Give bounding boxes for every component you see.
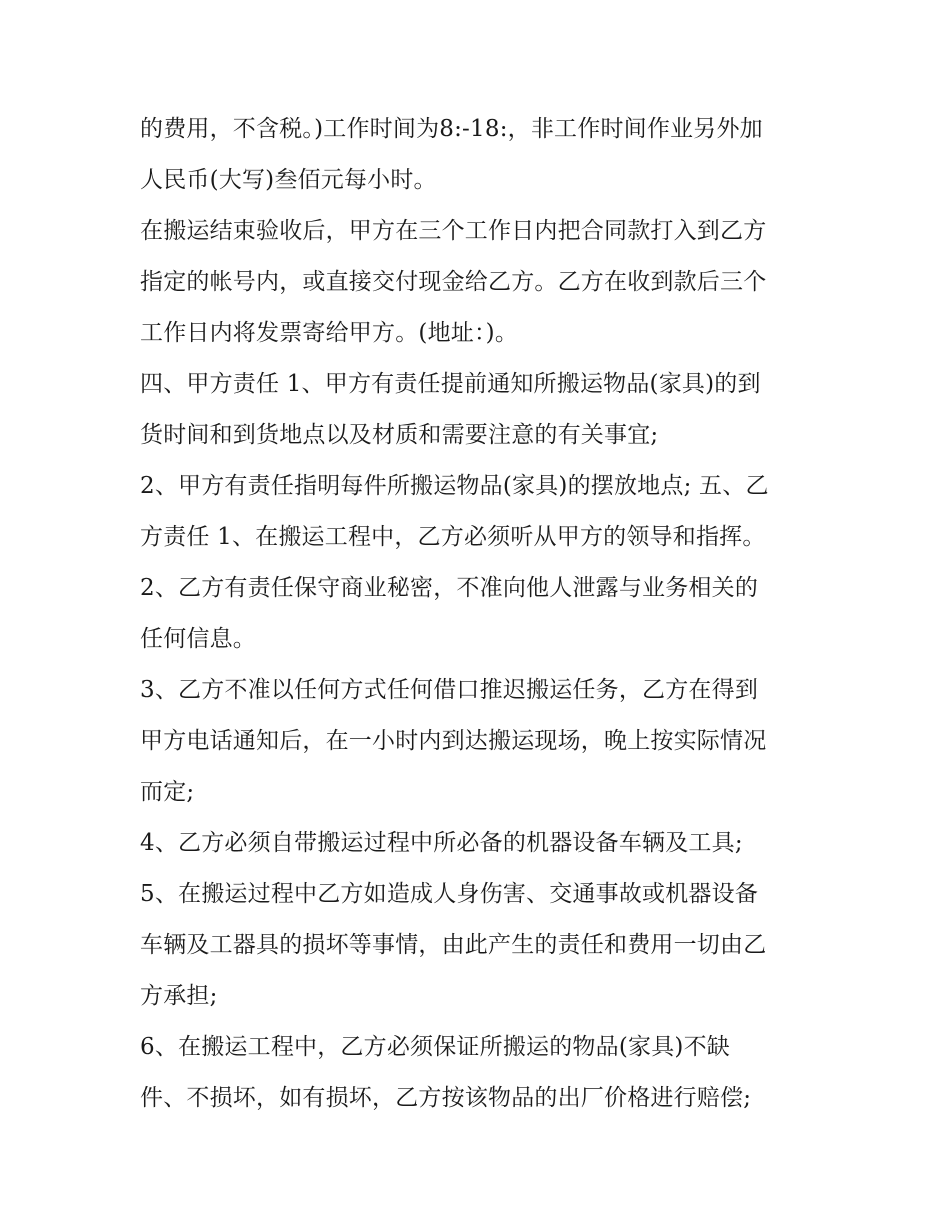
text-line-6: 四、甲方责任 1、甲方有责任提前通知所搬运物品(家具)的到 — [140, 371, 761, 397]
text-line-18: 方承担; — [140, 983, 218, 1009]
text-line-16: 5、在搬运过程中乙方如造成人身伤害、交通事故或机器设备 — [140, 881, 759, 907]
text-line-8: 2、甲方有责任指明每件所搬运物品(家具)的摆放地点; 五、乙 — [140, 473, 769, 499]
text-line-5: 工作日内将发票寄给甲方。(地址：)。 — [140, 320, 519, 346]
text-line-7: 货时间和到货地点以及材质和需要注意的有关事宜; — [140, 422, 659, 448]
text-line-4: 指定的帐号内，或直接交付现金给乙方。乙方在收到款后三个 — [140, 269, 767, 295]
text-line-2: 人民币(大写)叁佰元每小时。 — [140, 167, 437, 193]
text-line-9: 方责任 1、在搬运工程中，乙方必须听从甲方的领导和指挥。 — [140, 524, 766, 550]
text-line-10: 2、乙方有责任保守商业秘密，不准向他人泄露与业务相关的 — [140, 575, 759, 601]
text-line-19: 6、在搬运工程中，乙方必须保证所搬运的物品(家具)不缺 — [140, 1034, 730, 1060]
text-line-13: 甲方电话通知后，在一小时内到达搬运现场，晚上按实际情况 — [140, 728, 767, 754]
text-line-11: 任何信息。 — [140, 626, 256, 652]
text-line-14: 而定; — [140, 779, 195, 805]
text-line-3: 在搬运结束验收后，甲方在三个工作日内把合同款打入到乙方 — [140, 218, 767, 244]
text-line-15: 4、乙方必须自带搬运过程中所必备的机器设备车辆及工具; — [140, 830, 743, 856]
text-line-1: 的费用，不含税。)工作时间为8:-18:，非工作时间作业另外加 — [140, 116, 763, 142]
text-line-20: 件、不损坏，如有损坏，乙方按该物品的出厂价格进行赔偿; — [140, 1085, 752, 1111]
text-line-17: 车辆及工器具的损坏等事情，由此产生的责任和费用一切由乙 — [140, 932, 767, 958]
text-line-12: 3、乙方不准以任何方式任何借口推迟搬运任务，乙方在得到 — [140, 677, 759, 703]
document-body — [140, 104, 820, 1124]
